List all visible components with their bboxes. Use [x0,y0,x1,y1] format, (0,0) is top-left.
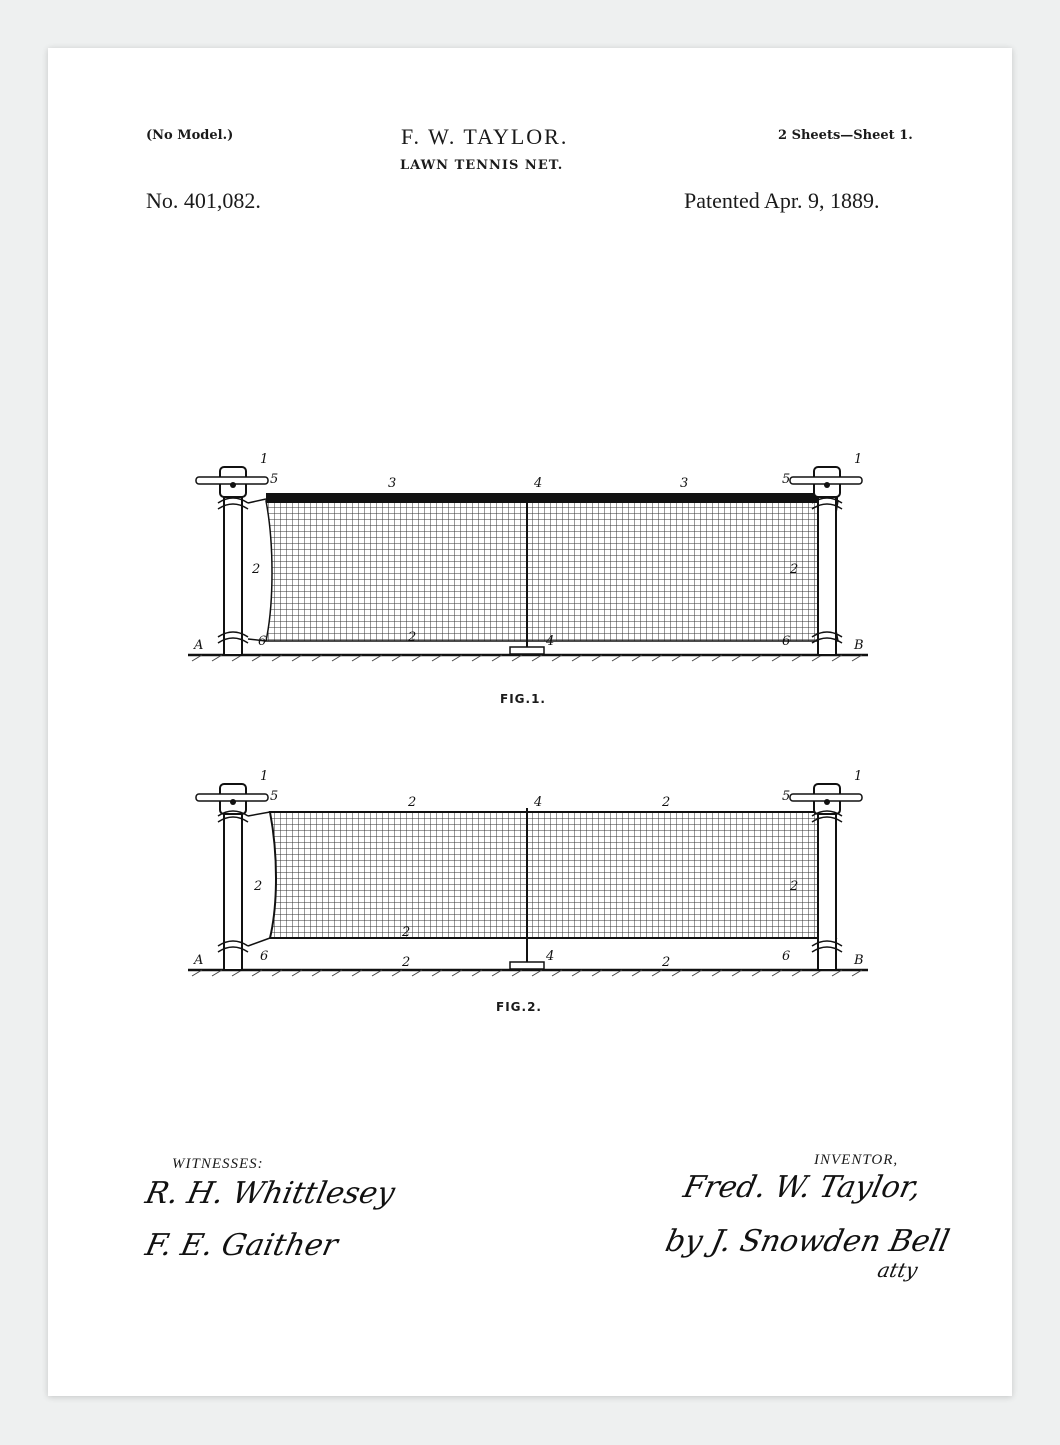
net-mesh [266,501,838,641]
inventor-name: F. W. TAYLOR. [401,124,569,149]
fig2-label-bottom-right: 2 [662,955,671,970]
witnesses-label: WITNESSES: [172,1156,264,1172]
fig2-label-post-cap-left: 1 [260,769,269,784]
figure-2-caption: FIG.2. [496,1000,542,1014]
fig1-label-end-left: A [194,638,204,653]
inventor-signature: Fred. W. Taylor, [680,1170,925,1205]
fig2-label-top-left: 2 [408,795,417,810]
fig1-label-center-base: 4 [546,634,555,649]
fig1-label-side-right: 2 [790,562,799,577]
fig1-label-band-right: 3 [680,476,689,491]
fig2-label-ring-top-left: 5 [270,789,279,804]
fig2-label-net-bottom: 2 [402,925,411,940]
fig2-label-end-right: B [854,953,864,968]
fig2-label-ring-bottom-right: 6 [782,949,791,964]
invention-title: LAWN TENNIS NET. [400,158,564,173]
sheet-info: 2 Sheets—Sheet 1. [778,128,913,143]
patent-date: Patented Apr. 9, 1889. [684,188,880,213]
center-base [510,647,544,654]
right-post [818,487,836,655]
fig2-label-top-right: 2 [662,795,671,810]
right-pin [824,482,830,488]
fig2-label-ring-bottom-left: 6 [260,949,269,964]
fig1-label-ring-top-right: 5 [782,472,791,487]
fig1-label-end-right: B [854,638,864,653]
fig2-label-center-base: 4 [546,949,555,964]
figure-1-drawing [178,423,878,693]
fig1-label-ring-bottom-left: 6 [258,634,267,649]
fig2-label-side-right: 2 [790,879,799,894]
right-pin [824,799,830,805]
fig1-label-band-left: 3 [388,476,397,491]
fig1-label-ring-bottom-right: 6 [782,634,791,649]
fig1-label-ring-top-left: 5 [270,472,279,487]
left-post [224,487,242,655]
fig2-label-end-left: A [194,953,204,968]
left-pin [230,799,236,805]
center-base [510,962,544,969]
witness-signature-2: F. E. Gaither [142,1228,341,1263]
fig2-label-side-left: 2 [254,879,263,894]
attorney-signature: by J. Snowden Bell [662,1224,953,1259]
fig1-label-side-left: 2 [252,562,261,577]
fig1-label-post-cap-right: 1 [854,452,863,467]
witness-signature-1: R. H. Whittlesey [142,1176,398,1211]
net-mesh [270,812,836,938]
patent-number: No. 401,082. [146,188,261,213]
patent-sheet [48,48,1012,1396]
fig1-label-post-cap-left: 1 [260,452,269,467]
net-top-band [266,493,838,503]
figure-1-caption: FIG.1. [500,692,546,706]
fig2-label-post-cap-right: 1 [854,769,863,784]
inventor-label: INVENTOR, [814,1152,899,1168]
fig2-label-ring-top-right: 5 [782,789,791,804]
figure-2-drawing [178,734,878,994]
model-note: (No Model.) [146,128,234,143]
fig1-label-bottom-mid: 2 [408,630,417,645]
fig1-label-center-top: 4 [534,476,543,491]
left-post [224,804,242,970]
right-post [818,804,836,970]
fig2-label-bottom-left: 2 [402,955,411,970]
left-pin [230,482,236,488]
fig2-label-center-top: 4 [534,795,543,810]
attorney-abbreviation: atty [875,1258,920,1282]
